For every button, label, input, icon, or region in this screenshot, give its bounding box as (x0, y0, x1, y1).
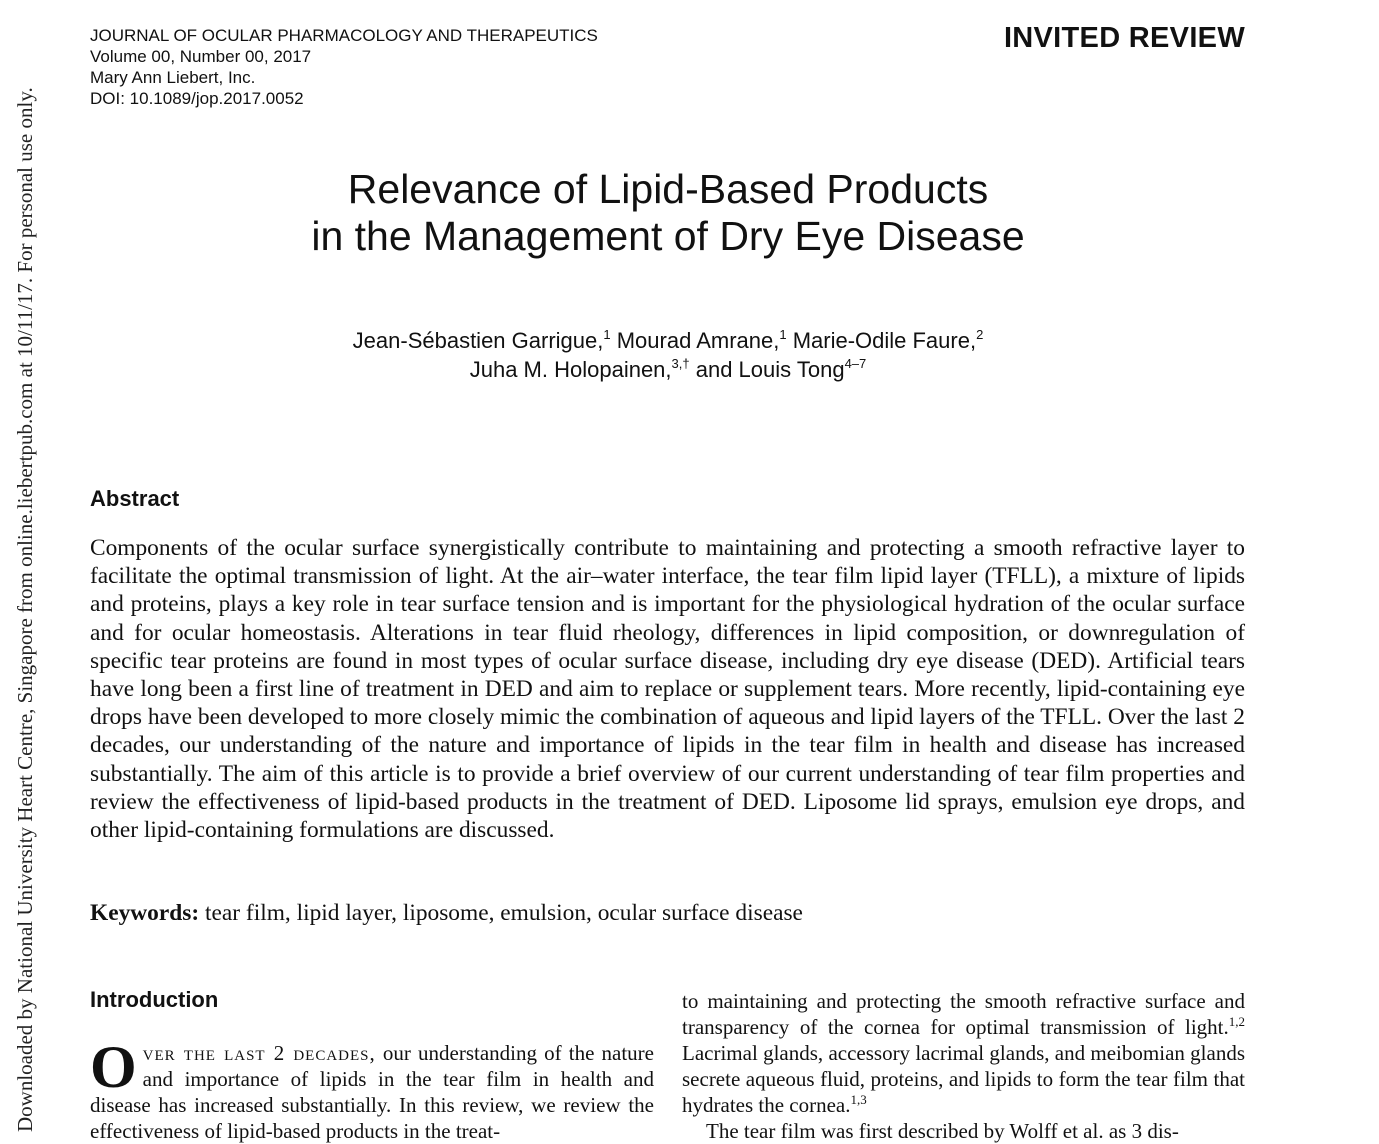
keywords (90, 900, 803, 927)
intro-left-column (90, 1034, 654, 1144)
author-5: and Louis Tong (689, 357, 845, 382)
intro-right-p1: to maintaining and protecting the smooth refractive surface and transparency of the cornea for optimal transmission of light. (682, 989, 1245, 1039)
author-3-affil: 2 (976, 327, 984, 342)
journal-volume: Volume 00, Number 00, 2017 (90, 47, 312, 66)
author-4: Juha M. Holopainen, (469, 357, 672, 382)
author-3: Marie-Odile Faure, (786, 328, 977, 353)
author-5-affil: 4–7 (844, 356, 867, 371)
title-line-2: in the Management of Dry Eye Disease (311, 213, 1025, 259)
journal-doi[interactable]: DOI: 10.1089/jop.2017.0052 (90, 89, 304, 108)
intro-right-p1b: Lacrimal glands, accessory lacrimal glands, and meibomian glands secrete aqueous fluid, proteins, and lipids to form the tear film that hydrates the cornea. (682, 1041, 1245, 1117)
keywords-list: tear film, lipid layer, liposome, emulsion, ocular surface disease (199, 900, 803, 926)
author-1-affil: 1 (603, 327, 611, 342)
journal-name: JOURNAL OF OCULAR PHARMACOLOGY AND THERAPEUTICS (90, 26, 598, 45)
abstract-heading: Abstract (90, 486, 180, 511)
intro-smallcaps: ver the last 2 decades, (142, 1041, 376, 1065)
intro-right-p2: The tear film was first described by Wolff et al. as 3 dis- (706, 1119, 1179, 1143)
article-title (0, 166, 1336, 260)
article-type-label: INVITED REVIEW (1003, 22, 1245, 54)
download-notice: Downloaded by National University Heart Centre, Singapore from online.liebertpub.com at 10/11/17. For personal use only. (13, 87, 37, 1132)
author-list (0, 326, 1336, 384)
intro-right-column (682, 988, 1245, 1144)
citation-2[interactable]: 1,3 (850, 1092, 867, 1107)
author-4-affil: 3,† (671, 356, 690, 371)
keywords-label: Keywords: (90, 900, 200, 926)
journal-header (90, 25, 598, 109)
title-line-1: Relevance of Lipid-Based Products (347, 166, 989, 212)
journal-publisher: Mary Ann Liebert, Inc. (90, 68, 256, 87)
author-1: Jean-Sébastien Garrigue, (352, 328, 604, 353)
introduction-heading: Introduction (90, 987, 219, 1012)
abstract-body: Components of the ocular surface synergistically contribute to maintaining and protecting a smooth refractive layer to facilitate the optimal transmission of light. At the air–water interface, the tear film lipid layer (TFLL), a mixture of lipids and proteins, plays a key role in tear surface tension and is important for the physiological hydration of the ocular surface and for ocular homeostasis. Alterations in tear fluid rheology, differences in lipid composition, or downregulation of specific tear proteins are found in most types of ocular surface disease, including dry eye disease (DED). Artificial tears have long been a first line of treatment in DED and aim to replace or supplement tears. More recently, lipid-containing eye drops have been developed to more closely mimic the combination of aqueous and lipid layers of the TFLL. Over the last 2 decades, our understanding of the nature and importance of lipids in the tear film in health and disease has increased substantially. The aim of this article is to provide a brief overview of our current understanding of tear film properties and review the effectiveness of lipid-based products in the treatment of DED. Liposome lid sprays, emulsion eye drops, and other lipid-containing formulations are discussed. (90, 535, 1245, 844)
author-2: Mourad Amrane, (610, 328, 780, 353)
author-2-affil: 1 (779, 327, 787, 342)
drop-cap: O (90, 1034, 137, 1100)
intro-left-text: our understanding of the nature and importance of lipids in the tear film in health and disease has increased substantially. In this review, we review the effectiveness of lipid-based products in the treat- (90, 1041, 654, 1143)
citation-1[interactable]: 1,2 (1228, 1014, 1245, 1029)
